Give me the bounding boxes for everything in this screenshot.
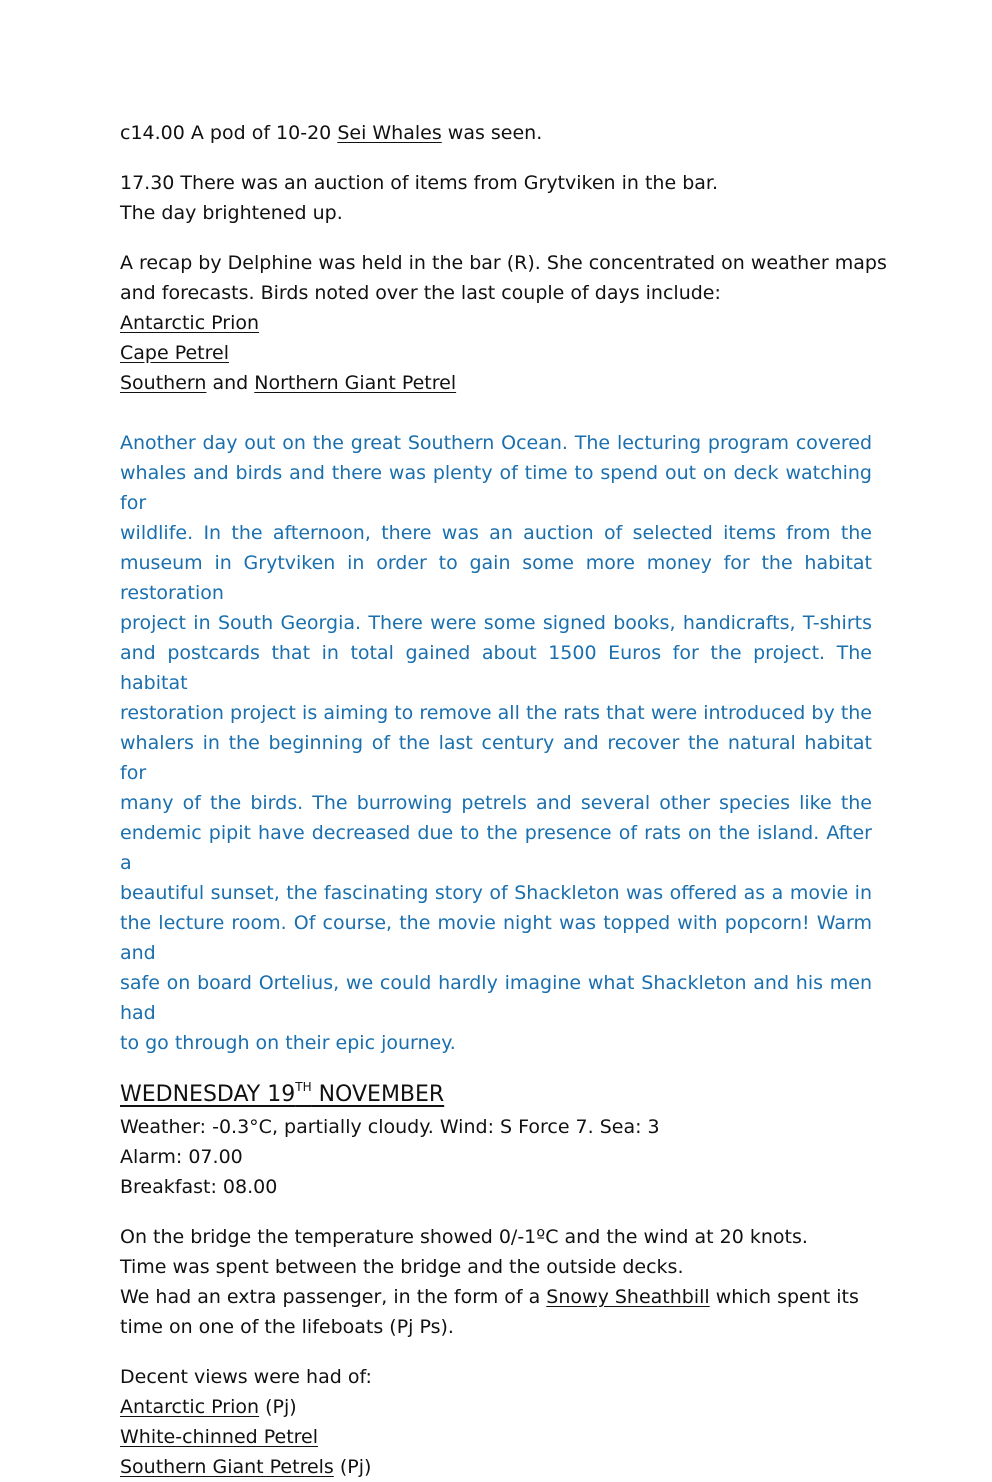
narrative-line: whalers in the beginning of the last century and recover the natural habitat for bbox=[120, 732, 872, 784]
species-southern: Southern bbox=[120, 372, 207, 394]
bridge-line-4: time on one of the lifeboats (Pj Ps). bbox=[120, 1316, 454, 1338]
species-southern-giant-petrels: Southern Giant Petrels bbox=[120, 1456, 334, 1478]
alarm-line: Alarm: 07.00 bbox=[120, 1146, 243, 1168]
sighting-tail-text: was seen. bbox=[441, 122, 543, 144]
species-snowy-sheathbill: Snowy Sheathbill bbox=[546, 1286, 710, 1308]
narrative-line: endemic pipit have decreased due to the presence of rats on the island. After a bbox=[120, 822, 872, 874]
sei-whale-sighting bbox=[120, 118, 872, 148]
narrative-line: to go through on their epic journey. bbox=[120, 1032, 456, 1054]
view-list-item bbox=[120, 1392, 872, 1422]
bridge-line-2: Time was spent between the bridge and the outside decks. bbox=[120, 1256, 684, 1278]
view-list-item bbox=[120, 1422, 872, 1452]
narrative-line: Another day out on the great Southern Ocean. The lecturing program covered bbox=[120, 432, 872, 454]
narrative-line: project in South Georgia. There were some signed books, handicrafts, T-shirts bbox=[120, 612, 872, 634]
species-cape-petrel: Cape Petrel bbox=[120, 342, 229, 364]
narrative-line: many of the birds. The burrowing petrels and several other species like the bbox=[120, 792, 872, 814]
sighting-time-text: c14.00 A pod of 10-20 bbox=[120, 122, 338, 144]
narrative-line: the lecture room. Of course, the movie night was topped with popcorn! Warm and bbox=[120, 912, 872, 964]
observer-note: (Pj) bbox=[259, 1396, 297, 1418]
species-sei-whales: Sei Whales bbox=[337, 122, 442, 144]
document-page bbox=[120, 118, 887, 1482]
narrative-line: safe on board Ortelius, we could hardly imagine what Shackleton and his men had bbox=[120, 972, 872, 1024]
recap-line-2: and forecasts. Birds noted over the last couple of days include: bbox=[120, 282, 721, 304]
narrative-line: restoration project is aiming to remove all the rats that were introduced by the bbox=[120, 702, 872, 724]
bird-list-conjunction: and bbox=[206, 372, 255, 394]
views-intro: Decent views were had of: bbox=[120, 1366, 372, 1388]
bird-list-item bbox=[120, 308, 872, 338]
narrative-line: museum in Grytviken in order to gain some more money for the habitat restoration bbox=[120, 552, 872, 604]
bird-list-item bbox=[120, 368, 872, 398]
day-heading-date: WEDNESDAY 19 bbox=[120, 1082, 296, 1107]
species-white-chinned-petrel: White-chinned Petrel bbox=[120, 1426, 319, 1448]
passenger-tail-text: which spent its bbox=[709, 1286, 859, 1308]
recap-line-1: A recap by Delphine was held in the bar (R). She concentrated on weather maps bbox=[120, 252, 887, 274]
species-northern-giant-petrel: Northern Giant Petrel bbox=[254, 372, 457, 394]
species-antarctic-prion: Antarctic Prion bbox=[120, 1396, 260, 1418]
narrative-paragraph bbox=[120, 428, 872, 1058]
narrative-line: beautiful sunset, the fascinating story of Shackleton was offered as a movie in bbox=[120, 882, 872, 904]
auction-line-1: 17.30 There was an auction of items from Grytviken in the bar. bbox=[120, 172, 719, 194]
weather-line: Weather: -0.3°C, partially cloudy. Wind: S Force 7. Sea: 3 bbox=[120, 1116, 660, 1138]
day-heading-ordinal: TH bbox=[295, 1080, 312, 1094]
narrative-line: whales and birds and there was plenty of time to spend out on deck watching for bbox=[120, 462, 872, 514]
bird-list-item bbox=[120, 338, 872, 368]
breakfast-line: Breakfast: 08.00 bbox=[120, 1176, 278, 1198]
day-heading bbox=[120, 1078, 872, 1112]
narrative-line: and postcards that in total gained about 1500 Euros for the project. The habitat bbox=[120, 642, 872, 694]
passenger-text: We had an extra passenger, in the form of a bbox=[120, 1286, 547, 1308]
species-antarctic-prion: Antarctic Prion bbox=[120, 312, 260, 334]
observer-note: (Pj) bbox=[333, 1456, 372, 1478]
view-list-item bbox=[120, 1452, 872, 1482]
bridge-line-1: On the bridge the temperature showed 0/-1ºC and the wind at 20 knots. bbox=[120, 1226, 808, 1248]
narrative-line: wildlife. In the afternoon, there was an auction of selected items from the bbox=[120, 522, 872, 544]
day-heading-month: NOVEMBER bbox=[311, 1082, 445, 1107]
auction-line-2: The day brightened up. bbox=[120, 202, 343, 224]
bridge-line-3 bbox=[120, 1282, 872, 1312]
